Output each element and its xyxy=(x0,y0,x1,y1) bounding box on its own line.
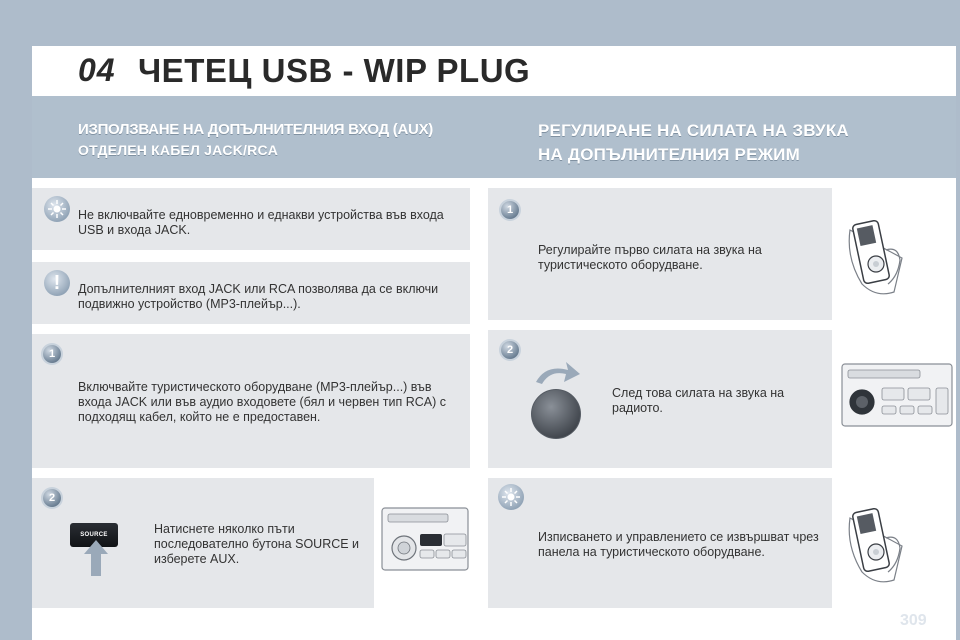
tip-box-left xyxy=(32,188,470,250)
warning-text-line: Допълнителният вход JACK или RCA позволява да се включи xyxy=(78,282,439,296)
source-button-illustration: SOURCE xyxy=(70,523,118,547)
left-section-title: ИЗПОЛЗВАНЕ НА ДОПЪЛНИТЕЛНИЯ ВХОД (AUX) xyxy=(78,121,433,138)
tip-text-line: Изписването и управлението се извършват чрез xyxy=(538,530,819,544)
step-text-line: входа JACK или във аудио входовете (бял и червен тип RCA) с xyxy=(78,395,447,409)
step-text-line: Натиснете няколко пъти xyxy=(154,522,295,536)
warning-box-left xyxy=(32,262,470,324)
step-text-line: Включвайте туристическото оборудване (MP3-плейър...) във xyxy=(78,380,432,394)
lightbulb-icon xyxy=(498,484,524,510)
right-section-title-line1: РЕГУЛИРАНЕ НА СИЛАТА НА ЗВУКА xyxy=(538,121,849,140)
warning-text-line: подвижно устройство (MP3-плейър...). xyxy=(78,297,301,311)
step-number-badge: 2 xyxy=(501,341,519,359)
radio-panel-image xyxy=(832,330,956,468)
tip-text-line: Не включвайте едновременно и еднакви устройства във входа xyxy=(78,208,444,222)
tip-text-line: панела на туристическото оборудване. xyxy=(538,545,765,559)
left-section-subtitle: ОТДЕЛЕН КАБЕЛ JACK/RCA xyxy=(78,142,279,158)
page-number: 309 xyxy=(900,612,927,629)
step-text-line: изберете AUX. xyxy=(154,552,240,566)
step-text-line: радиото. xyxy=(612,401,663,415)
step-number-badge: 2 xyxy=(43,489,61,507)
step-text-line: подходящ кабел, който не е предоставен. xyxy=(78,410,321,424)
car-radio-icon xyxy=(832,330,956,468)
tip-box-right xyxy=(488,478,956,608)
right-section-title-line2: НА ДОПЪЛНИТЕЛНИЯ РЕЖИМ xyxy=(538,145,800,164)
chapter-number: 04 xyxy=(78,52,116,88)
volume-knob-icon xyxy=(522,360,592,450)
step-text-line: последователно бутона SOURCE и xyxy=(154,537,360,551)
mp3-player-image xyxy=(832,478,956,608)
mp3-player-image xyxy=(832,188,956,320)
step1-box-left xyxy=(32,334,470,468)
tip-text-line: USB и входа JACK. xyxy=(78,223,191,237)
up-arrow-icon xyxy=(84,540,108,576)
page-title: ЧЕТЕЦ USB - WIP PLUG xyxy=(138,52,531,89)
lightbulb-icon xyxy=(44,196,70,222)
step-number-badge: 1 xyxy=(43,345,61,363)
step-text-line: Регулирайте първо силата на звука на xyxy=(538,243,762,257)
exclamation-icon: ! xyxy=(44,270,70,296)
step-number-badge: 1 xyxy=(501,201,519,219)
step-text-line: туристическото оборудване. xyxy=(538,258,703,272)
car-radio-icon xyxy=(374,478,470,608)
mp3-player-in-hand-icon xyxy=(832,188,956,320)
step2-box-right xyxy=(488,330,956,468)
step-text-line: След това силата на звука на xyxy=(612,386,785,400)
step2-box-left xyxy=(32,478,470,608)
step1-box-right xyxy=(488,188,956,320)
mp3-player-in-hand-icon xyxy=(832,478,956,608)
radio-panel-image xyxy=(374,478,470,608)
